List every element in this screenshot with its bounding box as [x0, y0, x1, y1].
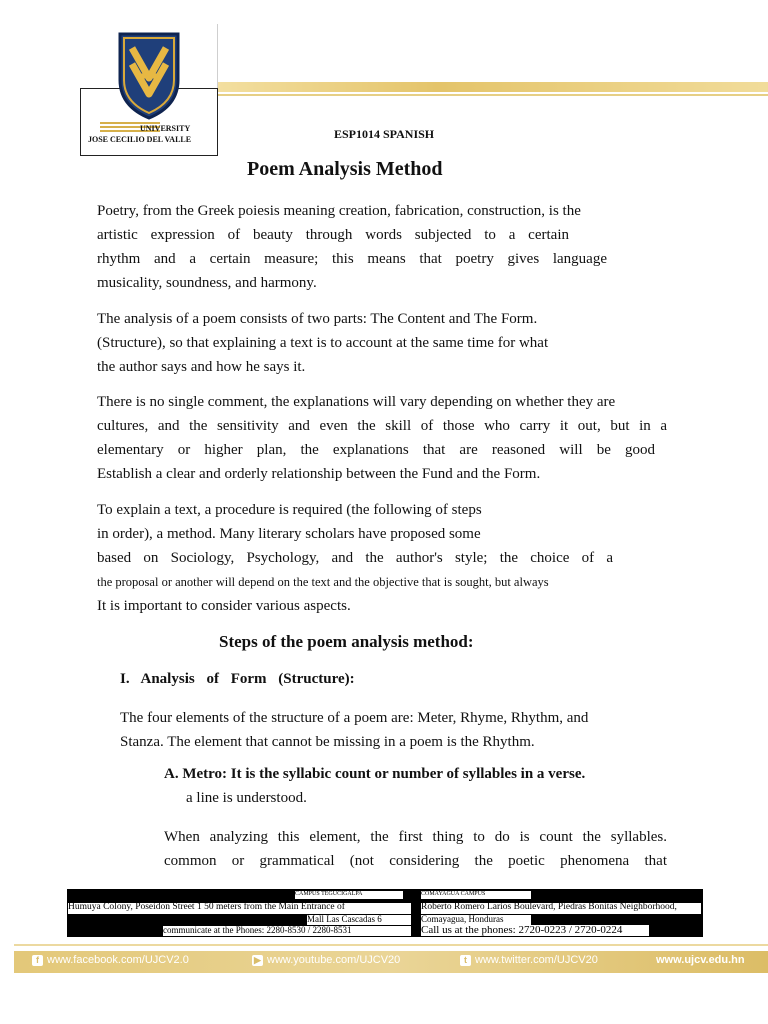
text-line: cultures, and the sensitivity and even the skill of those who carry it out, but in a: [97, 418, 667, 434]
paragraph-procedure: [97, 498, 717, 618]
text-line: rhythm and a certain measure; this means that poetry gives language: [97, 251, 607, 267]
university-label: UNIVERSITY: [140, 124, 191, 133]
header-gold-line: [218, 94, 768, 96]
twitter-icon: t: [460, 955, 471, 966]
campus-left-address-2: Mall Las Cascadas 6: [307, 915, 411, 925]
text-line: To explain a text, a procedure is required (the following of steps: [97, 502, 482, 518]
paragraph-intro: [97, 199, 717, 295]
text-line: artistic expression of beauty through words subjected to a certain: [97, 227, 569, 243]
section-heading: Steps of the poem analysis method:: [219, 632, 474, 651]
text-line: musicality, soundness, and harmony.: [97, 275, 317, 291]
campus-info-table: [67, 889, 703, 937]
text-line: Poetry, from the Greek poiesis meaning creation, fabrication, construction, is the: [97, 203, 581, 219]
facebook-icon: f: [32, 955, 43, 966]
text-line: common or grammatical (not considering the poetic phenomena that: [164, 853, 667, 869]
paragraph-elements: [120, 706, 588, 754]
document-title: Poem Analysis Method: [247, 158, 443, 180]
youtube-link[interactable]: [252, 954, 400, 966]
header-gold-band: [218, 82, 768, 92]
text-line: (Structure), so that explaining a text is to account at the same time for what: [97, 335, 549, 351]
text-line: The analysis of a poem consists of two parts: The Content and The Form.: [97, 311, 538, 327]
text-line: Stanza. The element that cannot be missing in a poem is the Rhythm.: [120, 734, 535, 750]
youtube-url: www.youtube.com/UJCV20: [267, 954, 401, 966]
text-line: based on Sociology, Psychology, and the author's style; the choice of a: [97, 550, 613, 566]
text-line: elementary or higher plan, the explanations that are reasoned will be good: [97, 442, 655, 458]
paragraph-syllables: [164, 825, 667, 873]
facebook-link[interactable]: [32, 954, 189, 966]
paragraph-analysis: [97, 307, 717, 379]
text-line: There is no single comment, the explanations will vary depending on whether they are: [97, 394, 616, 410]
campus-right-address-2: Comayagua, Honduras: [421, 915, 531, 925]
twitter-url: www.twitter.com/UJCV20: [475, 954, 598, 966]
course-code: ESP1014 SPANISH: [334, 127, 435, 141]
text-line: in order), a method. Many literary scholars have proposed some: [97, 526, 481, 542]
campus-right-phone: Call us at the phones: 2720-0223 / 2720-0224: [421, 925, 649, 936]
campus-right-address: Roberto Romero Larios Boulevard, Piedras Bonitas Neighborhood,: [421, 903, 701, 914]
facebook-url: www.facebook.com/UJCV2.0: [47, 954, 189, 966]
social-links-bar: [14, 951, 768, 973]
footer-gold-line: [14, 944, 768, 946]
website-url: www.ujcv.edu.hn: [656, 954, 745, 966]
item-a-continuation: a line is understood.: [186, 790, 307, 806]
twitter-link[interactable]: [460, 954, 598, 966]
university-name: JOSE CECILIO DEL VALLE: [88, 135, 192, 144]
university-shield-logo: [114, 28, 184, 122]
text-line: It is important to consider various aspects.: [97, 598, 351, 614]
paragraph-comment: [97, 390, 717, 486]
subheading-form-analysis: I. Analysis of Form (Structure):: [120, 671, 355, 687]
text-line: Establish a clear and orderly relationship between the Fund and the Form.: [97, 466, 541, 482]
text-line: the proposal or another will depend on the text and the objective that is sought, but always: [97, 575, 549, 589]
header-divider: [217, 24, 218, 88]
campus-left-address: Humuya Colony, Poseidon Street 1 50 meters from the Main Entrance of: [68, 903, 411, 914]
text-line: the author says and how he says it.: [97, 359, 306, 375]
campus-right-title: COMAYAGUA CAMPUS: [421, 891, 531, 899]
text-line: The four elements of the structure of a poem are: Meter, Rhyme, Rhythm, and: [120, 710, 589, 726]
website-link[interactable]: [656, 954, 745, 966]
campus-left-phone: communicate at the Phones: 2280-8530 / 2280-8531: [163, 926, 411, 936]
youtube-icon: ▶: [252, 955, 263, 966]
campus-left-title: CAMPUS TEGUCIGALPA: [295, 891, 403, 899]
item-a-title: A. Metro: It is the syllabic count or number of syllables in a verse.: [164, 766, 586, 782]
text-line: When analyzing this element, the first thing to do is count the syllables.: [164, 829, 667, 845]
